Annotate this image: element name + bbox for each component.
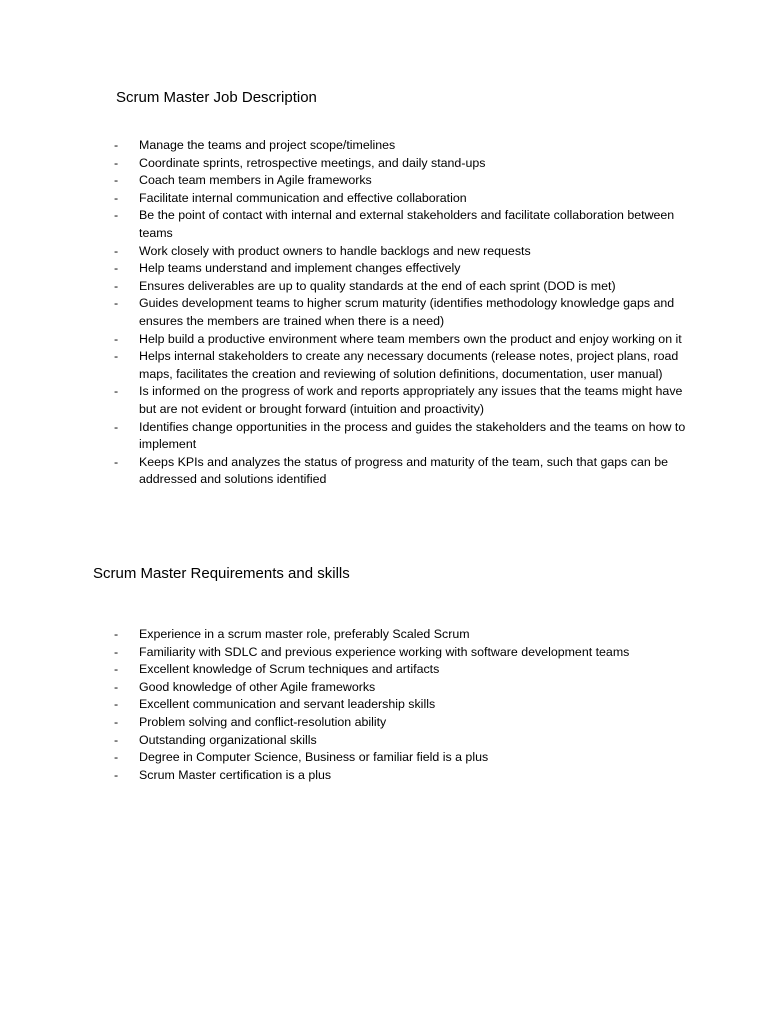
list-item: [114, 260, 689, 278]
list-item: [114, 172, 689, 190]
list-item: [114, 644, 689, 662]
list-item-text: Keeps KPIs and analyzes the status of progress and maturity of the team, such that gaps can be addressed and solutions identified: [139, 454, 668, 487]
bullet-dash: -: [114, 454, 119, 469]
job-description-list: [114, 137, 689, 489]
bullet-dash: -: [114, 155, 119, 170]
list-item-text: Helps internal stakeholders to create any necessary documents (release notes, project plans, road maps, facilitates the creation and reviewing of solution definitions, documentation, user manual): [139, 349, 679, 381]
bullet-dash: -: [114, 750, 119, 765]
list-item-text: Outstanding organizational skills: [139, 732, 317, 747]
list-item-text: Familiarity with SDLC and previous experience working with software development teams: [139, 644, 630, 659]
bullet-dash: -: [114, 173, 119, 188]
bullet-dash: -: [114, 714, 119, 729]
bullet-dash: -: [114, 419, 119, 434]
list-item-text: Ensures deliverables are up to quality standards at the end of each sprint (DOD is met): [139, 278, 616, 293]
list-item-text: Excellent communication and servant leadership skills: [139, 697, 436, 712]
list-item-text: Excellent knowledge of Scrum techniques and artifacts: [139, 662, 440, 677]
bullet-dash: -: [114, 644, 119, 659]
list-item: [114, 331, 689, 349]
list-item-text: Facilitate internal communication and effective collaboration: [139, 190, 467, 205]
list-item-text: Good knowledge of other Agile frameworks: [139, 679, 376, 694]
bullet-dash: -: [114, 243, 119, 258]
requirements-list: [114, 626, 689, 784]
list-item-text: Degree in Computer Science, Business or familiar field is a plus: [139, 750, 489, 765]
bullet-dash: -: [114, 261, 119, 276]
list-item: [114, 767, 689, 785]
list-item: [114, 749, 689, 767]
list-item-text: Is informed on the progress of work and reports appropriately any issues that the teams might have but are not evident or brought forward (intuition and proactivity): [139, 384, 683, 416]
list-item: [114, 155, 689, 173]
list-item-text: Guides development teams to higher scrum maturity (identifies methodology knowledge gaps and ensures the members are trained when there is a need): [139, 296, 675, 328]
list-item: [114, 348, 689, 383]
list-item-text: Problem solving and conflict-resolution ability: [139, 714, 387, 729]
bullet-dash: -: [114, 662, 119, 677]
job-description-heading: Scrum Master Job Description: [116, 89, 317, 106]
list-item: [114, 679, 689, 697]
list-item-text: Work closely with product owners to handle backlogs and new requests: [139, 243, 531, 258]
requirements-heading: Scrum Master Requirements and skills: [93, 565, 350, 582]
bullet-dash: -: [114, 732, 119, 747]
list-item-text: Coordinate sprints, retrospective meetings, and daily stand-ups: [139, 155, 486, 170]
list-item: [114, 696, 689, 714]
bullet-dash: -: [114, 278, 119, 293]
bullet-dash: -: [114, 331, 119, 346]
list-item: [114, 190, 689, 208]
list-item-text: Be the point of contact with internal and external stakeholders and facilitate collaboration between teams: [139, 208, 675, 240]
bullet-dash: -: [114, 349, 119, 364]
list-item: [114, 243, 689, 261]
list-item-text: Help build a productive environment where team members own the product and enjoy working on it: [139, 331, 682, 346]
bullet-dash: -: [114, 679, 119, 694]
list-item: [114, 295, 689, 330]
bullet-dash: -: [114, 296, 119, 311]
bullet-dash: -: [114, 384, 119, 399]
list-item-text: Scrum Master certification is a plus: [139, 767, 332, 782]
list-item: [114, 732, 689, 750]
list-item-text: Help teams understand and implement changes effectively: [139, 261, 461, 276]
list-item: [114, 454, 689, 489]
list-item: [114, 278, 689, 296]
bullet-dash: -: [114, 627, 119, 641]
list-item: [114, 383, 689, 418]
bullet-dash: -: [114, 190, 119, 205]
bullet-dash: -: [114, 767, 119, 782]
list-item: [114, 626, 689, 644]
list-item-text: Experience in a scrum master role, preferably Scaled Scrum: [139, 627, 470, 641]
list-item-text: Manage the teams and project scope/timelines: [139, 138, 396, 152]
list-item-text: Identifies change opportunities in the process and guides the stakeholders and the teams on how to implement: [139, 419, 686, 452]
list-item-text: Coach team members in Agile frameworks: [139, 173, 372, 188]
list-item: [114, 661, 689, 679]
bullet-dash: -: [114, 208, 119, 223]
bullet-dash: -: [114, 138, 119, 152]
list-item: [114, 419, 689, 454]
list-item: [114, 207, 689, 242]
list-item: [114, 714, 689, 732]
list-item: [114, 137, 689, 155]
bullet-dash: -: [114, 697, 119, 712]
